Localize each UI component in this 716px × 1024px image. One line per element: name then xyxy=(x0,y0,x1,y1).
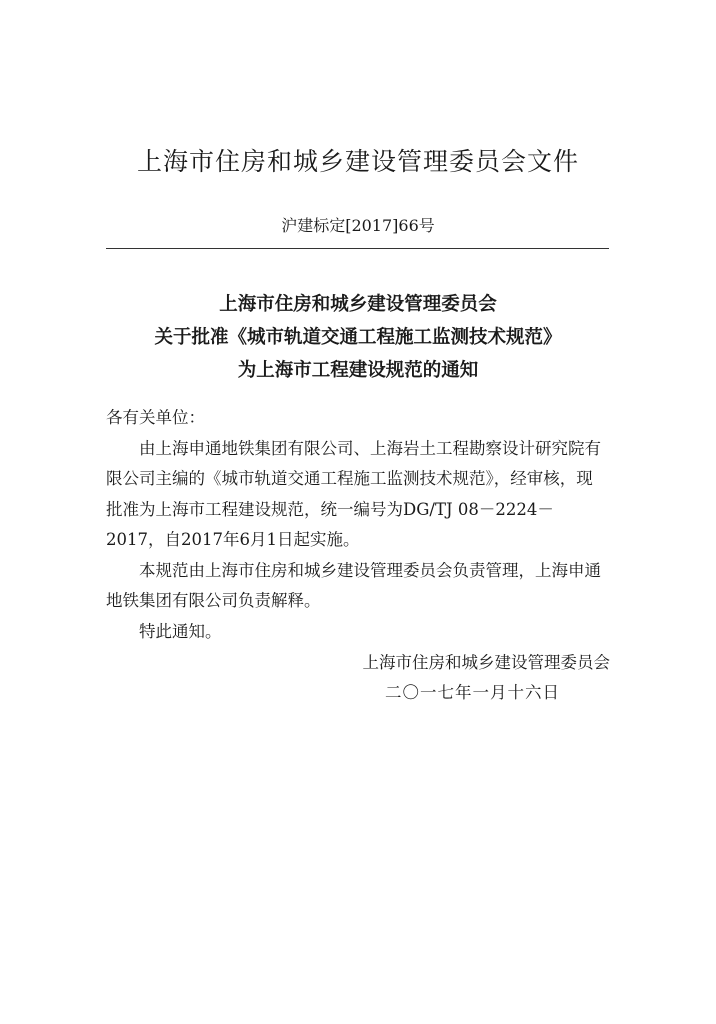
document-number: 沪建标定[2017]66号 xyxy=(281,216,435,235)
notice-title xyxy=(0,288,716,387)
body-paragraph-approval: 由上海申通地铁集团有限公司、上海岩土工程勘察设计研究院有限公司主编的《城市轨道交通工程施工监测技术规范》，经审核，现批准为上海市工程建设规范，统一编号为DG/TJ 08－2224－2017，自2017年6月1日起实施。 xyxy=(106,438,601,549)
header-divider xyxy=(106,248,609,249)
body-paragraph-closing: 特此通知。 xyxy=(139,621,222,641)
body-paragraph-management: 本规范由上海市住房和城乡建设管理委员会负责管理，上海申通地铁集团有限公司负责解释。 xyxy=(106,560,601,610)
issue-date: 二〇一七年一月十六日 xyxy=(385,683,560,702)
notice-title-line-2: 关于批准《城市轨道交通工程施工监测技术规范》 xyxy=(154,327,562,348)
notice-title-line-3: 为上海市工程建设规范的通知 xyxy=(237,360,479,381)
notice-body xyxy=(106,403,609,647)
salutation: 各有关单位： xyxy=(106,408,205,427)
notice-title-line-1: 上海市住房和城乡建设管理委员会 xyxy=(219,294,497,315)
signatory: 上海市住房和城乡建设管理委员会 xyxy=(362,653,610,672)
issuer-header-title: 上海市住房和城乡建设管理委员会文件 xyxy=(136,147,579,176)
